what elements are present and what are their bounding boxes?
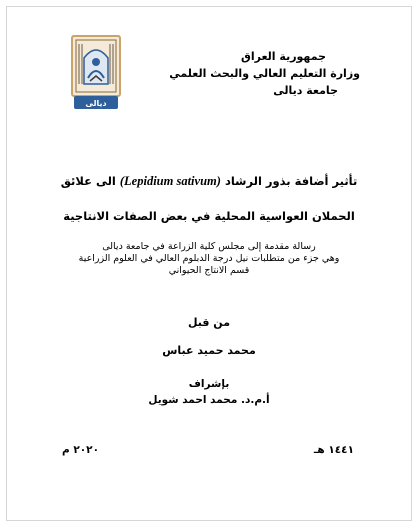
university-name: جامعة ديالى <box>273 84 338 97</box>
title-part1: تأثير أضافة بذور الرشاد <box>224 174 358 188</box>
supervision-label: بإشراف <box>188 378 230 390</box>
author-name: محمد حميد عباس <box>162 344 256 357</box>
country-name: جمهورية العراق <box>241 50 326 63</box>
thesis-title-line1 <box>30 172 388 190</box>
title-latin-name: (Lepidium sativum) <box>119 174 221 188</box>
ministry-name: وزارة التعليم العالي والبحث العلمي <box>169 67 360 80</box>
date-hijri: ١٤٤١ هـ <box>313 444 354 456</box>
by-label: من قبل <box>187 316 231 329</box>
header-block <box>160 48 360 99</box>
title-part2: الى علائق <box>60 174 116 188</box>
description-line2: وهي جزء من متطلبات نيل درجة الدبلوم العالي في العلوم الزراعية <box>78 253 340 264</box>
supervisor-name: أ.م.د. محمد احمد شويل <box>148 394 270 406</box>
thesis-description <box>40 241 378 277</box>
description-line3: قسم الانتاج الحيواني <box>168 265 250 276</box>
logo-text: ديالى <box>85 99 107 108</box>
date-gregorian: ٢٠٢٠ م <box>62 444 99 456</box>
university-of-diyala-logo <box>70 34 122 112</box>
description-line1: رسالة مقدمة إلى مجلس كلية الزراعة في جامعة ديالى <box>102 241 316 252</box>
thesis-title-line2: الحملان العواسية المحلية في بعض الصفات الانتاجية <box>63 209 355 223</box>
